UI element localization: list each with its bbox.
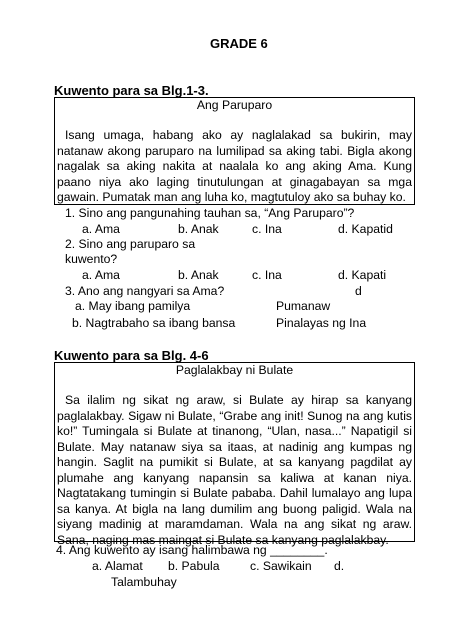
q1-option-d: d. Kapatid: [338, 222, 393, 236]
q3-option-c: Pumanaw: [276, 299, 331, 313]
q1-option-a: a. Ama: [82, 222, 120, 236]
q2-option-c: c. Ina: [252, 268, 282, 282]
section-heading-1: Kuwento para sa Blg.1-3.: [54, 83, 209, 98]
story-box-1: [54, 97, 415, 205]
q2-option-a: a. Ama: [82, 268, 120, 282]
question-2: 2. Sino ang paruparo sa: [65, 237, 196, 251]
grade-title: GRADE 6: [210, 36, 268, 51]
q2-option-d-wrap: d: [355, 284, 362, 298]
q3-option-a: a. May ibang pamilya: [75, 299, 191, 313]
q4-option-b: b. Pabula: [168, 559, 220, 573]
story-title-1: Ang Paruparo: [196, 98, 273, 112]
story-text-1: Isang umaga, habang ako ay naglalakad sa bukirin, may natanaw akong paruparo na lumilipad sa aking tabi. Bigla akong nagalak sa aking nakita at naalala ko ang aking Ama. Kung paano niya ako laging tinutulungan at ginagabayan sa mga gawain. Pumatak man ang luha ko, magtutuloy ako sa buhay ko.: [57, 128, 412, 204]
story-box-2: [54, 362, 415, 547]
q4-option-c: c. Sawikain: [250, 559, 312, 573]
q1-option-c: c. Ina: [252, 222, 282, 236]
q4-option-d-wrap: Talambuhay: [111, 575, 177, 589]
q3-option-b: b. Nagtrabaho sa ibang bansa: [72, 316, 236, 330]
question-2-cont: kuwento?: [65, 252, 118, 266]
q3-option-d: Pinalayas ng Ina: [276, 316, 367, 330]
q2-option-b: b. Anak: [178, 268, 219, 282]
question-3: 3. Ano ang nangyari sa Ama?: [65, 284, 225, 298]
section-heading-2: Kuwento para sa Blg. 4-6: [54, 348, 209, 363]
q4-option-d: d.: [334, 559, 345, 573]
q1-option-b: b. Anak: [178, 222, 219, 236]
q4-option-a: a. Alamat: [92, 559, 143, 573]
story-title-2: Paglalakbay ni Bulate: [175, 363, 294, 377]
question-1: 1. Sino ang pangunahing tauhan sa, “Ang Paruparo”?: [65, 206, 355, 220]
q2-option-d: d. Kapati: [338, 268, 387, 282]
story-text-2: Sa ilalim ng sikat ng araw, si Bulate ay hirap sa kanyang paglalakbay. Sigaw ni Bulate, “Grabe ang init! Sunog na ang kutis ko!” Tumingala si Bulate at tinanong, “Ulan, nasa...” Napatigil si Bulate. May natanaw siya sa itaas, at nadinig ang kumpas ng hangin. Saglit na pumikit si Bulate, at sa kanyang pagdilat ay plumahe ang kanyang napansin sa kaliwa at kanan niya. Nagtatakang tumingin si Bulate pababa. Dahil lumalayo ang lupa sa kanya. At bigla na lang dumilim ang buong paligid. Wala na siyang madinig at maramdaman. Wala na ang sikat ng araw. Sana, naging mas maingat si Bulate sa kanyang paglalakbay.: [57, 393, 412, 547]
question-4: 4. Ang kuwento ay isang halimbawa ng ________.: [56, 543, 328, 557]
